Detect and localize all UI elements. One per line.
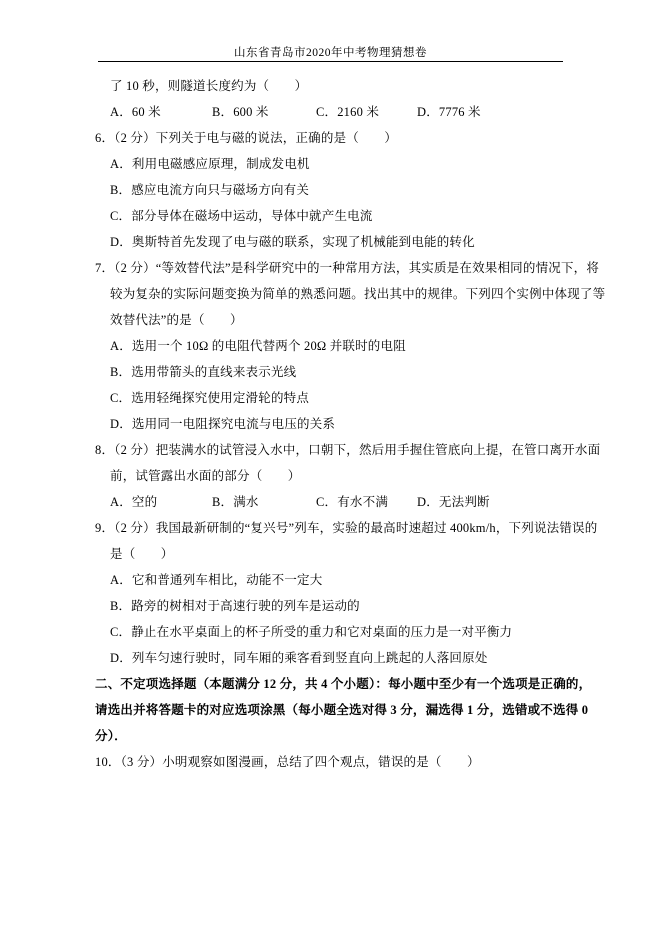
text-line: 二、不定项选择题（本题满分 12 分，共 4 个小题）：每小题中至少有一个选项是正确的， bbox=[95, 677, 592, 691]
text-line: 8．（2 分）把装满水的试管浸入水中，口朝下，然后用手握住管底向上提，在管口离开水面 bbox=[95, 443, 601, 457]
text-line: 前，试管露出水面的部分（ ） bbox=[110, 469, 301, 483]
text-line: 分）． bbox=[95, 729, 127, 743]
options-row bbox=[110, 99, 585, 125]
text-line: 9．（2 分）我国最新研制的“复兴号”列车，实验的最高时速超过 400km/h，下列说法错误的 bbox=[95, 521, 598, 535]
text-line: C．部分导体在磁场中运动，导体中就产生电流 bbox=[110, 209, 373, 223]
option-item: A．空的 bbox=[110, 495, 158, 509]
text-line: A．选用一个 10Ω 的电阻代替两个 20Ω 并联时的电阻 bbox=[110, 339, 406, 353]
option-item: D．7776 米 bbox=[417, 105, 481, 119]
text-line: D．列车匀速行驶时，同车厢的乘客看到竖直向上跳起的人落回原处 bbox=[110, 651, 488, 665]
text-line: B．选用带箭头的直线来表示光线 bbox=[110, 365, 297, 379]
text-line: 6．（2 分）下列关于电与磁的说法，正确的是（ ） bbox=[95, 131, 398, 145]
page-title: 山东省青岛市2020年中考物理猜想卷 bbox=[234, 47, 427, 59]
text-line: 了 10 秒，则隧道长度约为（ ） bbox=[110, 79, 308, 93]
text-line: A．它和普通列车相比，动能不一定大 bbox=[110, 573, 323, 587]
option-item: C．有水不满 bbox=[316, 495, 389, 509]
text-line: D．奥斯特首先发现了电与磁的联系，实现了机械能到电能的转化 bbox=[110, 235, 475, 249]
exam-content bbox=[95, 73, 606, 775]
option-item: D．无法判断 bbox=[417, 495, 490, 509]
text-line: D．选用同一电阻探究电流与电压的关系 bbox=[110, 417, 336, 431]
option-item: B．600 米 bbox=[212, 105, 269, 119]
options-row bbox=[110, 489, 585, 515]
text-line: 是（ ） bbox=[110, 547, 174, 561]
text-line: B．感应电流方向只与磁场方向有关 bbox=[110, 183, 310, 197]
text-line: 请选出并将答题卡的对应选项涂黑（每小题全选对得 3 分，漏选得 1 分，选错或不选得 0 bbox=[95, 703, 589, 717]
text-line: 较为复杂的实际问题变换为简单的熟悉问题。找出其中的规律。下列四个实例中体现了等 bbox=[110, 287, 606, 301]
text-line: C．静止在水平桌面上的杯子所受的重力和它对桌面的压力是一对平衡力 bbox=[110, 625, 513, 639]
text-line: 7．（2 分）“等效替代法”是科学研究中的一种常用方法，其实质是在效果相同的情况下，将 bbox=[95, 261, 600, 275]
text-line: B．路旁的树相对于高速行驶的列车是运动的 bbox=[110, 599, 360, 613]
header-divider bbox=[98, 61, 563, 62]
option-item: C．2160 米 bbox=[316, 105, 380, 119]
text-line: A．利用电磁感应原理，制成发电机 bbox=[110, 157, 310, 171]
text-line: 效替代法”的是（ ） bbox=[110, 313, 243, 327]
text-line: 10．（3 分）小明观察如图漫画，总结了四个观点，错误的是（ ） bbox=[95, 755, 480, 769]
option-item: A．60 米 bbox=[110, 105, 161, 119]
text-line: C．选用轻绳探究使用定滑轮的特点 bbox=[110, 391, 310, 405]
option-item: B．满水 bbox=[212, 495, 259, 509]
